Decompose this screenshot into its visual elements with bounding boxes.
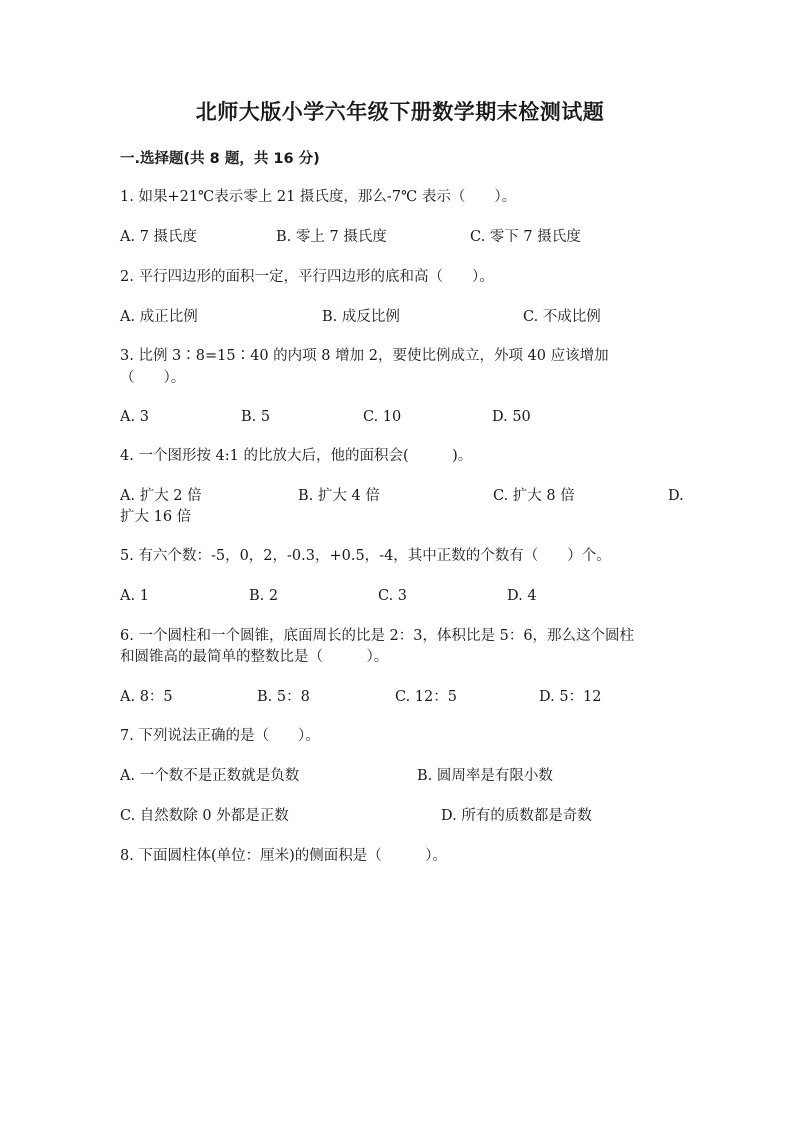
section-heading: 一.选择题(共 8 题，共 16 分) [120,151,320,167]
q7-option-a[interactable]: A. 一个数不是正数就是负数 [120,768,300,784]
question-4: 4. 一个图形按 4:1 的比放大后，他的面积会( )。 [120,448,473,464]
q1-option-a[interactable]: A. 7 摄氏度 [120,229,198,245]
question-5: 5. 有六个数：-5，0，2，-0.3，+0.5，-4，其中正数的个数有（ ）个。 [120,548,611,564]
q4-option-d-text[interactable]: 扩大 16 倍 [120,509,192,525]
q4-option-b[interactable]: B. 扩大 4 倍 [298,488,380,504]
q2-option-c[interactable]: C. 不成比例 [523,309,601,325]
q7-option-d[interactable]: D. 所有的质数都是奇数 [441,808,592,824]
question-2: 2. 平行四边形的面积一定，平行四边形的底和高（ ）。 [120,269,494,285]
q5-option-d[interactable]: D. 4 [507,588,537,604]
q3-option-c[interactable]: C. 10 [363,409,402,425]
q4-option-a[interactable]: A. 扩大 2 倍 [120,488,202,504]
question-8: 8. 下面圆柱体(单位：厘米)的侧面积是（ ）。 [120,848,448,864]
q6-option-c[interactable]: C. 12：5 [395,689,457,705]
q3-option-a[interactable]: A. 3 [120,409,149,425]
q6-option-b[interactable]: B. 5：8 [257,689,310,705]
q2-option-b[interactable]: B. 成反比例 [322,309,400,325]
q5-option-a[interactable]: A. 1 [120,588,149,604]
q1-option-b[interactable]: B. 零上 7 摄氏度 [276,229,387,245]
q7-option-c[interactable]: C. 自然数除 0 外都是正数 [120,808,289,824]
q4-option-d[interactable]: D. [668,488,684,504]
q3-option-d[interactable]: D. 50 [492,409,531,425]
q1-option-c[interactable]: C. 零下 7 摄氏度 [470,229,581,245]
q6-option-d[interactable]: D. 5：12 [539,689,602,705]
page-title: 北师大版小学六年级下册数学期末检测试题 [195,100,605,124]
q5-option-c[interactable]: C. 3 [378,588,408,604]
question-3: 3. 比例 3∶8=15∶40 的内项 8 增加 2，要使比例成立，外项 40 应该增加 [120,348,609,364]
question-6-cont: 和圆锥高的最简单的整数比是（ ）。 [120,649,389,665]
q3-option-b[interactable]: B. 5 [241,409,271,425]
question-6: 6. 一个圆柱和一个圆锥，底面周长的比是 2：3，体积比是 5：6，那么这个圆柱 [120,628,635,644]
q2-option-a[interactable]: A. 成正比例 [120,309,198,325]
q5-option-b[interactable]: B. 2 [249,588,279,604]
q7-option-b[interactable]: B. 圆周率是有限小数 [417,768,553,784]
question-3-cont: （ ）。 [120,370,186,386]
question-7: 7. 下列说法正确的是（ ）。 [120,728,320,744]
q6-option-a[interactable]: A. 8：5 [120,689,173,705]
question-1: 1. 如果+21℃表示零上 21 摄氏度，那么-7℃ 表示（ ）。 [120,189,517,205]
q4-option-c[interactable]: C. 扩大 8 倍 [493,488,575,504]
